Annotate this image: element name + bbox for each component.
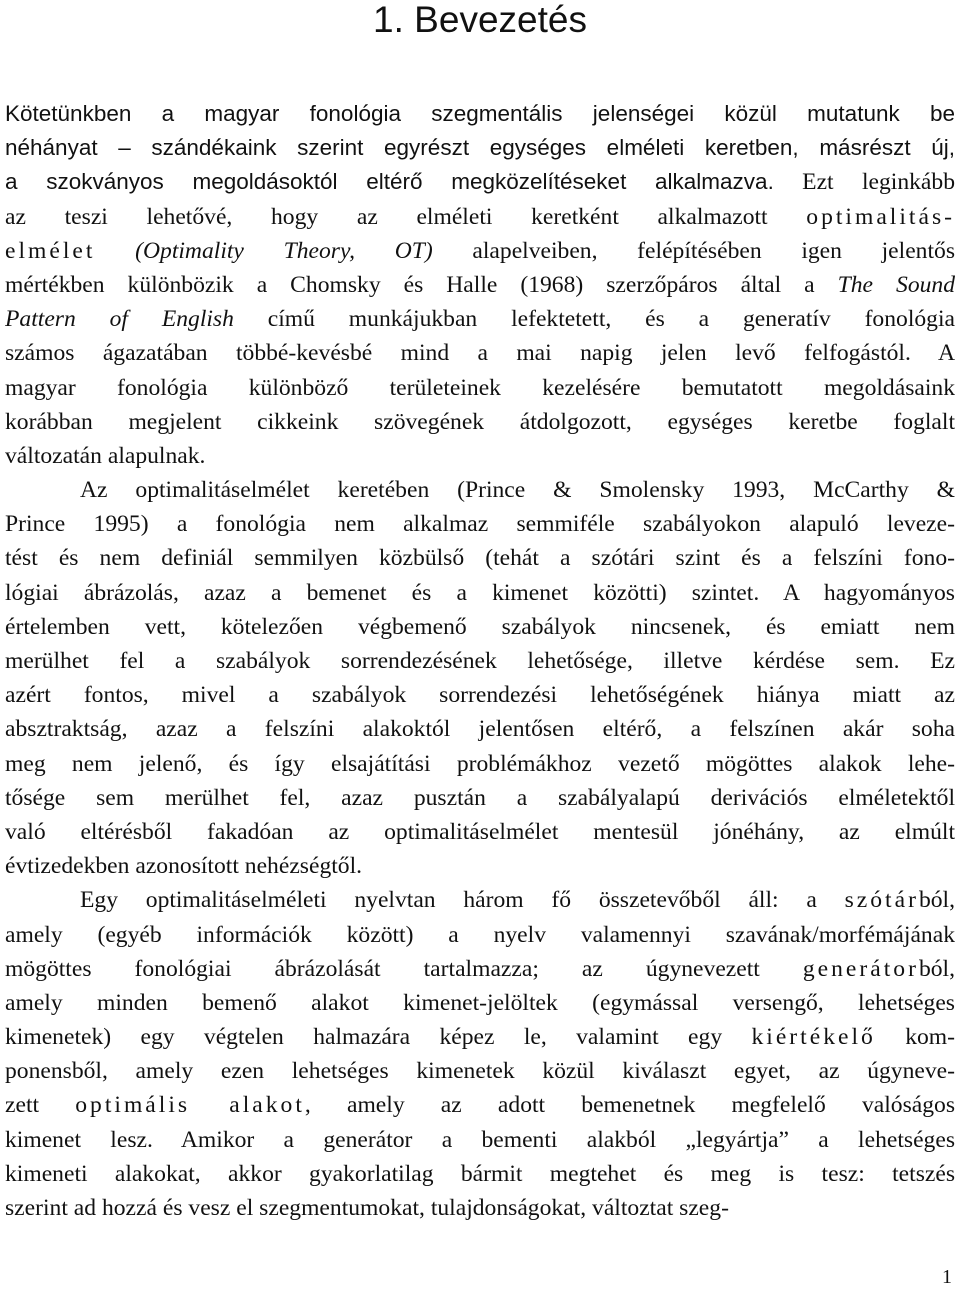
text-segment: számos ágazatában többé-kevésbé mind a mai napig jelen levő felfogástól.: [5, 340, 911, 367]
text-segment: merülhet fel a szabályok sorrendezésének lehetősége, illetve kérdése sem. Ez: [5, 648, 955, 674]
text-segment: Kötetünkben a magyar fonológia szegmentális jelenségei közül mutatunk be: [5, 101, 955, 126]
text-line: [5, 302, 955, 336]
text-line: [5, 405, 955, 439]
spaced-term: generátor: [802, 955, 919, 982]
text-segment: kom-: [875, 1024, 955, 1051]
text-segment: A: [910, 340, 955, 367]
text-line: [5, 952, 955, 986]
text-line: [5, 1054, 955, 1088]
text-segment: kimenet lesz. Amikor a generátor a bementi alakból „legyártja” a lehetséges: [5, 1126, 955, 1153]
text-segment: amely (egyéb információk között) a nyelv valamennyi szavának/morfémájának: [5, 921, 955, 948]
text-line: [5, 1157, 955, 1191]
text-segment: ból,: [918, 955, 955, 982]
text-segment: értelemben vett, kötelezően végbemenő szabályok nincsenek, és emiatt nem: [5, 613, 955, 640]
text-segment: tést és nem definiál semmilyen közbülső (tehát a szótári szint és a felszíni fono-: [5, 545, 955, 572]
text-segment: kimenetek) egy végtelen halmazára képez le, valamint egy: [5, 1024, 752, 1051]
text-segment: Ezt leginkább: [773, 169, 955, 196]
text-segment: évtizedekben azonosított nehézségtől.: [5, 853, 363, 880]
text-line: [5, 439, 955, 473]
text-segment: című munkájukban lefektetett, és a generatív fonológia: [233, 306, 955, 333]
text-line: [5, 644, 955, 678]
text-line: [5, 473, 955, 507]
text-line: [5, 1123, 955, 1157]
text-line: [5, 747, 955, 781]
text-segment: mértékben különbözik a Chomsky és Halle (1968) szerzőpáros által a: [5, 271, 838, 298]
page-number: 1: [942, 1266, 952, 1288]
text-segment: való eltérésből fakadóan az optimalitáselmélet mentesül jónéhány, az elmúlt: [5, 818, 955, 845]
text-line: [5, 883, 955, 917]
text-segment: néhányat – szándékaink szerint egyrészt egységes elméleti keretben, másrészt új,: [5, 135, 955, 161]
text-line: [5, 1191, 955, 1225]
spaced-term: optimális alakot: [75, 1092, 305, 1119]
text-segment: az teszi lehetővé, hogy az elméleti keretként alkalmazott: [5, 203, 807, 230]
text-segment: azért fontos, mivel a szabályok sorrendezési lehetőségének hiánya miatt az: [5, 682, 955, 709]
paragraph-3: [5, 883, 955, 1225]
spaced-term: szótár: [844, 887, 919, 914]
text-line: [5, 849, 955, 883]
italic-text: (Optimality Theory, OT): [135, 237, 433, 264]
text-line: [5, 678, 955, 712]
page-title: 1. Bevezetés: [373, 0, 587, 40]
text-line: [5, 1020, 955, 1054]
text-segment: ból,: [918, 887, 955, 914]
text-line: [5, 131, 955, 165]
text-line: [5, 986, 955, 1020]
spaced-term: optimalitás-: [806, 203, 955, 230]
text-line: [5, 268, 955, 302]
text-line: [5, 576, 955, 610]
text-segment: alapelveiben, felépítésében igen jelentős: [432, 237, 955, 264]
text-segment: lógiai ábrázolás, azaz a bemenet és a kimenet közötti) szintet. A hagyományos: [5, 579, 955, 606]
text-segment: a szokványos megoldásoktól eltérő megközelítéseket alkalmazva.: [5, 169, 774, 195]
text-segment: meg nem jelenő, és így elsajátítási problémákhoz vezető mögöttes alakok lehe-: [5, 750, 955, 777]
text-segment: absztraktság, azaz a felszíni alakoktól jelentősen eltérő, a felszínen akár soha: [5, 716, 955, 743]
text-line: [5, 781, 955, 815]
text-segment: tősége sem merülhet fel, azaz pusztán a szabályalapú derivációs elméletektől: [5, 784, 955, 811]
spaced-term: kiértékelő: [751, 1024, 876, 1051]
text-segment: amely minden bemenő alakot kimenet-jelöltek (egymással versengő, lehetséges: [5, 989, 955, 1016]
text-line: [5, 541, 955, 575]
italic-text: Pattern of English: [5, 306, 234, 333]
paragraph-2: [5, 473, 955, 883]
text-segment: mögöttes fonológiai ábrázolását tartalmazza; az úgynevezett: [5, 955, 803, 982]
body-text: [5, 97, 955, 1225]
text-line: [5, 97, 955, 131]
text-line: [5, 336, 955, 370]
text-line: [5, 200, 955, 234]
text-line: [5, 1088, 955, 1122]
text-segment: Az optimalitáselmélet keretében (Prince & Smolensky 1993, McCarthy &: [80, 477, 955, 504]
text-line: [5, 918, 955, 952]
paragraph-1: [5, 97, 955, 473]
text-segment: zett: [5, 1092, 76, 1119]
text-segment: változatán alapulnak.: [5, 442, 206, 469]
text-segment: magyar fonológia különböző területeinek kezelésére bemutatott megoldásaink: [5, 374, 955, 401]
text-line: [5, 234, 955, 268]
text-line: [5, 371, 955, 405]
italic-text: The Sound: [837, 271, 955, 298]
text-segment: [95, 238, 135, 264]
text-line: [5, 610, 955, 644]
text-segment: Egy optimalitáselméleti nyelvtan három fő összetevőből áll: a: [80, 887, 845, 914]
text-line: [5, 815, 955, 849]
text-segment: kimeneti alakokat, akkor gyakorlatilag bármit megtehet és meg is tesz: tetszés: [5, 1160, 955, 1187]
spaced-term: elmélet: [5, 237, 96, 264]
text-line: [5, 507, 955, 541]
text-segment: szerint ad hozzá és vesz el szegmentumokat, tulajdonságokat, változtat szeg-: [5, 1195, 729, 1221]
text-segment: ponensből, amely ezen lehetséges kimenetek közül kiválaszt egyet, az úgyneve-: [5, 1058, 955, 1085]
text-segment: Prince 1995) a fonológia nem alkalmaz semmiféle szabályokon alapuló leveze-: [5, 511, 955, 538]
text-segment: , amely az adott bemenetnek megfelelő valóságos: [304, 1092, 955, 1119]
text-segment: korábban megjelent cikkeink szövegének átdolgozott, egységes keretbe foglalt: [5, 408, 955, 435]
text-line: [5, 165, 955, 199]
text-line: [5, 712, 955, 746]
